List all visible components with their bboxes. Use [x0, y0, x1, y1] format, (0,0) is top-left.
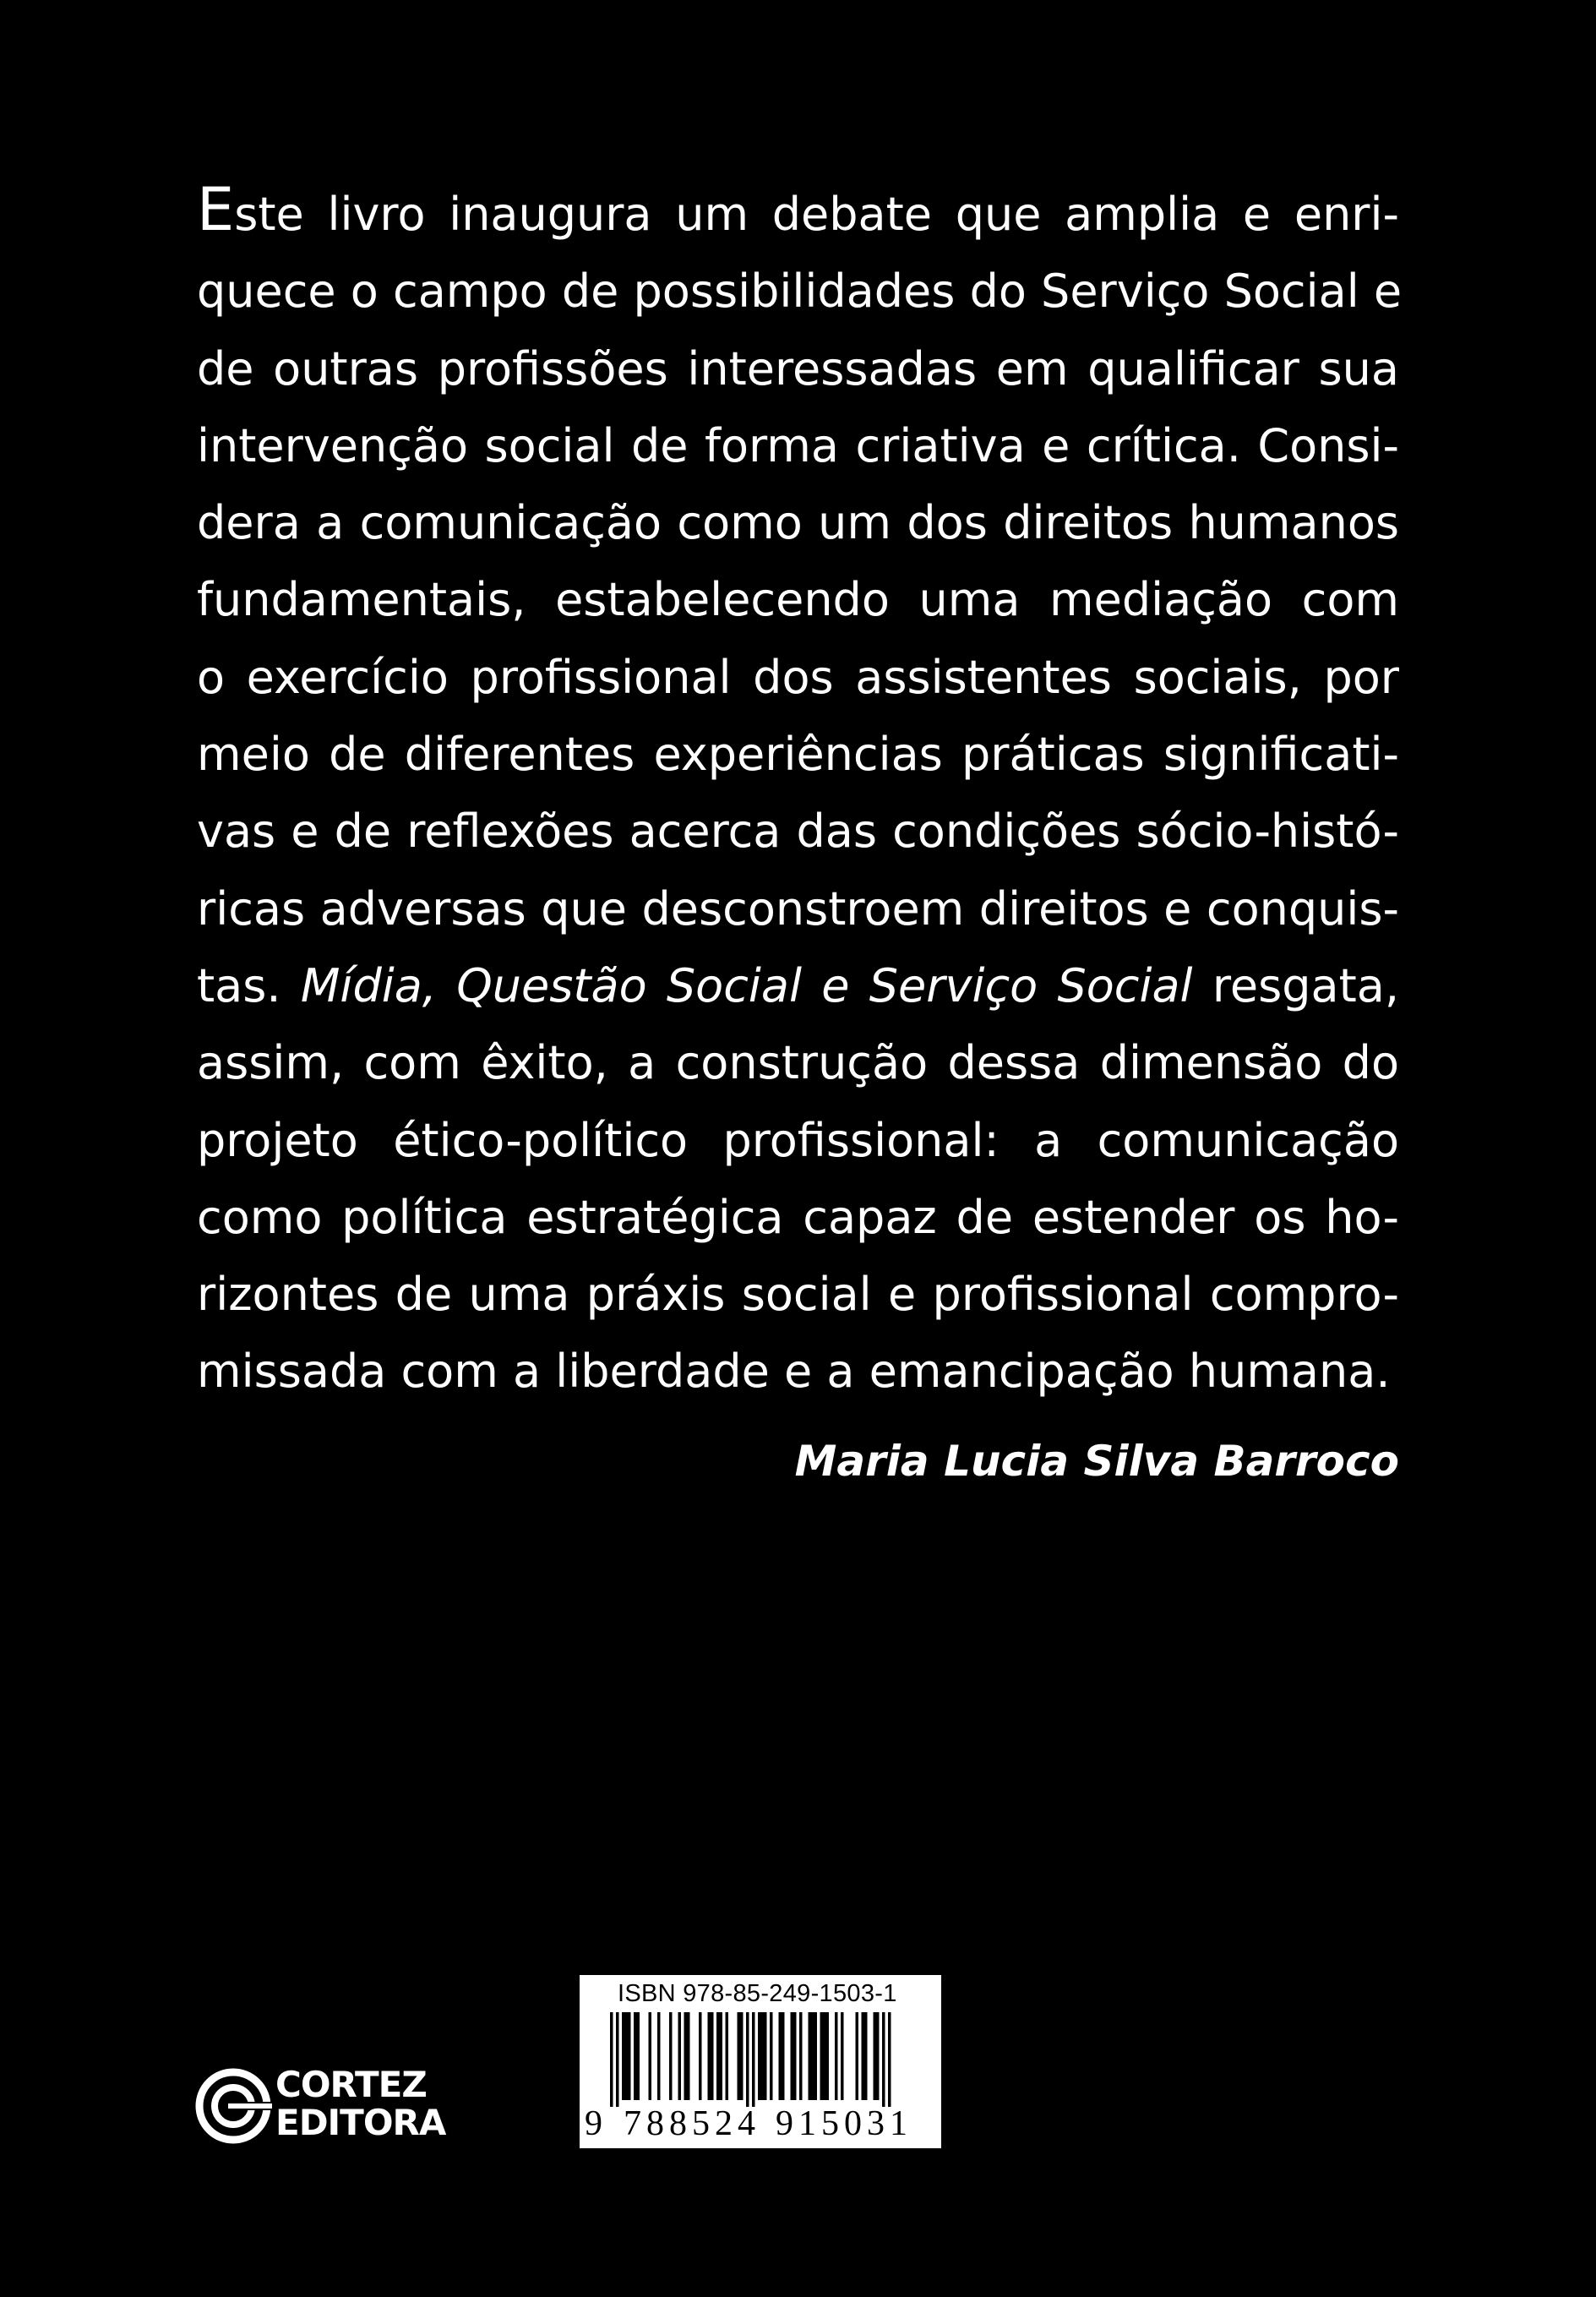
blurb-author: Maria Lucia Silva Barroco: [794, 1437, 1399, 1486]
barcode-bar: [809, 2012, 812, 2100]
publisher-name-line1: CORTEZ: [275, 2064, 427, 2105]
blurb-line-2: quece o campo de possibilidades do Serviço Social e: [197, 265, 1403, 319]
publisher-name-line2: EDITORA: [275, 2102, 446, 2143]
barcode-bar: [716, 2012, 720, 2100]
barcode-bar: [764, 2012, 767, 2100]
barcode-bar: [699, 2012, 702, 2100]
barcode-bar: [746, 2012, 749, 2107]
barcode-bar: [711, 2012, 714, 2100]
barcode-bar: [720, 2012, 723, 2100]
blurb-text: [197, 175, 1403, 1410]
barcode-bar: [862, 2012, 865, 2100]
barcode-bar: [628, 2012, 631, 2100]
blurb-line-3: de outras profissões interessadas em qualificar sua: [197, 341, 1399, 396]
barcode-bar: [708, 2012, 711, 2100]
barcode-bar: [779, 2012, 782, 2100]
barcode-bar: [726, 2012, 729, 2100]
blurb-line-11: [197, 947, 1399, 1024]
barcode-bar: [782, 2012, 785, 2100]
barcode-bar: [669, 2012, 673, 2100]
barcode-digit-first: 9: [585, 2104, 602, 2143]
blurb-line-10: ricas adversas que desconstroem direitos e conquis-: [197, 881, 1399, 936]
barcode-bar: [740, 2012, 744, 2100]
blurb-line-6: fundamentais, estabelecendo uma mediação com: [197, 573, 1399, 627]
barcode-bar: [826, 2012, 830, 2100]
blurb-line-12: assim, com êxito, a construção dessa dimensão do: [197, 1036, 1399, 1090]
book-title-italic: Mídia, Questão Social e Serviço Social: [300, 958, 1193, 1012]
isbn-barcode: [578, 1973, 943, 2150]
barcode-bar: [738, 2012, 741, 2100]
barcode-bar: [823, 2012, 826, 2100]
barcode-bar: [637, 2012, 640, 2100]
blurb-line-1: Este livro inaugura um debate que amplia e enri-: [197, 175, 1399, 244]
barcode-bar: [770, 2012, 773, 2100]
barcode-bar: [610, 2012, 613, 2107]
barcode-bar: [864, 2012, 868, 2100]
barcode-bar: [678, 2012, 682, 2100]
barcode-bar: [687, 2012, 690, 2100]
barcode-bar: [793, 2012, 797, 2100]
barcode-bar: [799, 2012, 803, 2100]
isbn-label: ISBN 978-85-249-1503-1: [618, 1980, 897, 2007]
publisher-name: [275, 2065, 445, 2142]
blurb-line-14: como política estratégica capaz de estender os ho-: [197, 1190, 1399, 1244]
barcode-bar: [649, 2012, 652, 2100]
publisher-logo: [194, 2062, 452, 2151]
barcode-bar: [758, 2012, 761, 2100]
blurb-line-4: intervenção social de forma criativa e crítica. Consi-: [197, 418, 1399, 472]
barcode-bar: [841, 2012, 844, 2100]
barcode-bar: [761, 2012, 765, 2100]
barcode-bar: [684, 2012, 688, 2100]
publisher-logo-icon: [194, 2062, 275, 2147]
blurb-line-15: rizontes de uma práxis social e profissional compro-: [197, 1268, 1399, 1322]
blurb-line-11-suffix: resgata,: [1212, 958, 1399, 1012]
barcode-bar: [616, 2012, 619, 2107]
barcode-bar: [752, 2012, 755, 2107]
barcode-bar: [814, 2012, 818, 2100]
barcode-digits-group2: 915031: [776, 2104, 912, 2143]
barcode-bar: [856, 2012, 859, 2100]
barcode-bar: [888, 2012, 891, 2107]
barcode-bar: [657, 2012, 661, 2100]
blurb-line-16: missada com a liberdade e a emancipação humana.: [197, 1345, 1391, 1399]
blurb-line-7: o exercício profissional dos assistentes sociais, por: [197, 650, 1399, 704]
blurb-initial-letter: E: [197, 175, 235, 244]
barcode-bar: [811, 2012, 814, 2100]
blurb-line-11-prefix: tas.: [197, 958, 281, 1012]
barcode-bar: [876, 2012, 880, 2100]
barcode-bar: [625, 2012, 629, 2100]
barcode-digits-group1: 788524: [624, 2104, 760, 2143]
barcode-bar: [820, 2012, 824, 2100]
barcode-bar: [874, 2012, 877, 2100]
barcode-bar: [835, 2012, 838, 2100]
barcode-bar: [622, 2012, 625, 2100]
blurb-line-8: meio de diferentes experiências práticas significati-: [197, 728, 1399, 782]
barcode-bar: [791, 2012, 794, 2100]
barcode-bar: [634, 2012, 637, 2100]
barcode-bar: [882, 2012, 885, 2107]
blurb-line-9: vas e de reflexões acerca das condições sócio-histó-: [197, 805, 1399, 859]
blurb-line-5: dera a comunicação como um dos direitos humanos: [197, 496, 1399, 550]
blurb-line-13: projeto ético-político profissional: a comunicação: [197, 1113, 1399, 1167]
barcode-bars: [600, 2012, 921, 2107]
